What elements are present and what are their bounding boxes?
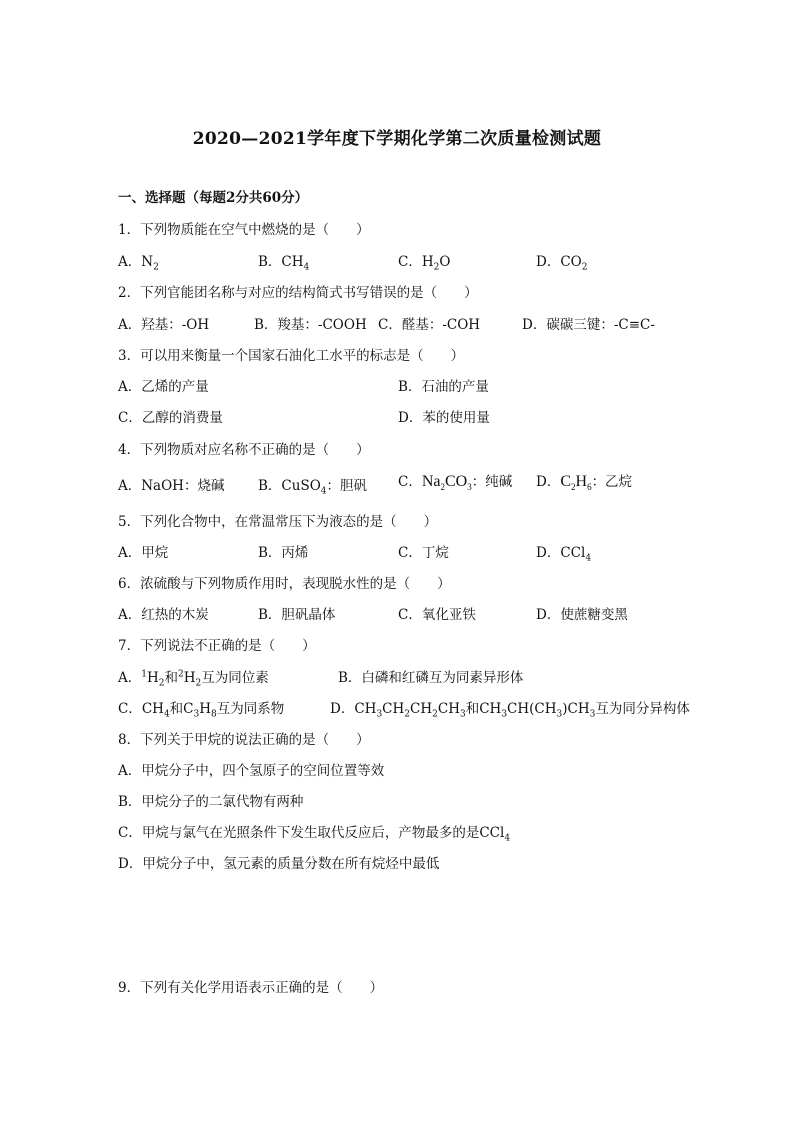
question-4-stem: 4．下列物质对应名称不正确的是（ ） — [118, 442, 370, 458]
q8-option-b[interactable]: B．甲烷分子的二氯代物有两种 — [118, 794, 304, 810]
q7-option-a[interactable]: A．$^1H_2$和$^2H_2$互为同位素 — [118, 669, 269, 689]
q4-option-a[interactable]: A．NaOH：烧碱 — [118, 478, 225, 494]
question-7-stem: 7．下列说法不正确的是（ ） — [118, 638, 316, 654]
q5-option-b[interactable]: B．丙烯 — [258, 545, 309, 561]
q3-option-c[interactable]: C．乙醇的消费量 — [118, 410, 223, 426]
page-title: 2020—2021学年度下学期化学第二次质量检测试题 — [192, 129, 602, 149]
q1-option-c[interactable]: C．$H_2O$ — [398, 254, 451, 273]
q3-option-b[interactable]: B．石油的产量 — [398, 379, 489, 395]
q2-option-a[interactable]: A．羟基：-OH — [118, 317, 210, 333]
q5-option-c[interactable]: C．丁烷 — [398, 545, 449, 561]
q1-option-d[interactable]: D．$CO_2$ — [536, 254, 588, 273]
q4-option-c[interactable]: C．$Na_2CO_3$：纯碱 — [398, 473, 513, 493]
q8-option-a[interactable]: A．甲烷分子中，四个氢原子的空间位置等效 — [118, 763, 385, 779]
q4-option-d[interactable]: D．$C_2H_6$：乙烷 — [536, 473, 633, 493]
q7-option-c[interactable]: C．$CH_4$和$C_3H_8$互为同系物 — [118, 701, 285, 720]
question-9-stem: 9．下列有关化学用语表示正确的是（ ） — [118, 980, 384, 996]
q2-option-d[interactable]: D．碳碳三键：-C≡C- — [522, 317, 655, 333]
q2-option-c[interactable]: C．醛基：-COH — [378, 317, 481, 333]
q8-option-c[interactable]: C．甲烷与氯气在光照条件下发生取代反应后，产物最多的是CCl$_4$ — [118, 825, 511, 844]
question-6-stem: 6．浓硫酸与下列物质作用时，表现脱水性的是（ ） — [118, 576, 451, 592]
question-3-stem: 3．可以用来衡量一个国家石油化工水平的标志是（ ） — [118, 348, 465, 364]
question-5-stem: 5．下列化合物中，在常温常压下为液态的是（ ） — [118, 514, 438, 530]
q3-option-d[interactable]: D．苯的使用量 — [398, 410, 490, 426]
q5-option-d[interactable]: D．CCl$_4$ — [536, 545, 592, 564]
q6-option-c[interactable]: C．氧化亚铁 — [398, 607, 476, 623]
q6-option-b[interactable]: B．胆矾晶体 — [258, 607, 336, 623]
q6-option-d[interactable]: D．使蔗糖变黑 — [536, 607, 628, 623]
q6-option-a[interactable]: A．红热的木炭 — [118, 607, 209, 623]
q2-option-b[interactable]: B．羧基：-COOH — [254, 317, 367, 333]
q8-option-d[interactable]: D．甲烷分子中，氢元素的质量分数在所有烷烃中最低 — [118, 856, 440, 872]
question-2-stem: 2．下列官能团名称与对应的结构简式书写错误的是（ ） — [118, 285, 478, 301]
question-1-stem: 1．下列物质能在空气中燃烧的是（ ） — [118, 222, 370, 238]
question-8-stem: 8．下列关于甲烷的说法正确的是（ ） — [118, 732, 370, 748]
q5-option-a[interactable]: A．甲烷 — [118, 545, 169, 561]
q7-option-d[interactable]: D．$CH_3CH_2CH_2CH_3$和$CH_3CH(CH_3)CH_3$互为同分异构体 — [330, 701, 690, 720]
q4-option-b[interactable]: B．CuSO$_4$：胆矾 — [258, 478, 367, 497]
q1-option-a[interactable]: A．$N_2$ — [118, 254, 159, 273]
section-heading: 一、选择题（每题2分共60分） — [118, 190, 309, 206]
q1-option-b[interactable]: B．$CH_4$ — [258, 254, 310, 273]
q3-option-a[interactable]: A．乙烯的产量 — [118, 379, 209, 395]
q7-option-b[interactable]: B．白磷和红磷互为同素异形体 — [338, 670, 524, 686]
